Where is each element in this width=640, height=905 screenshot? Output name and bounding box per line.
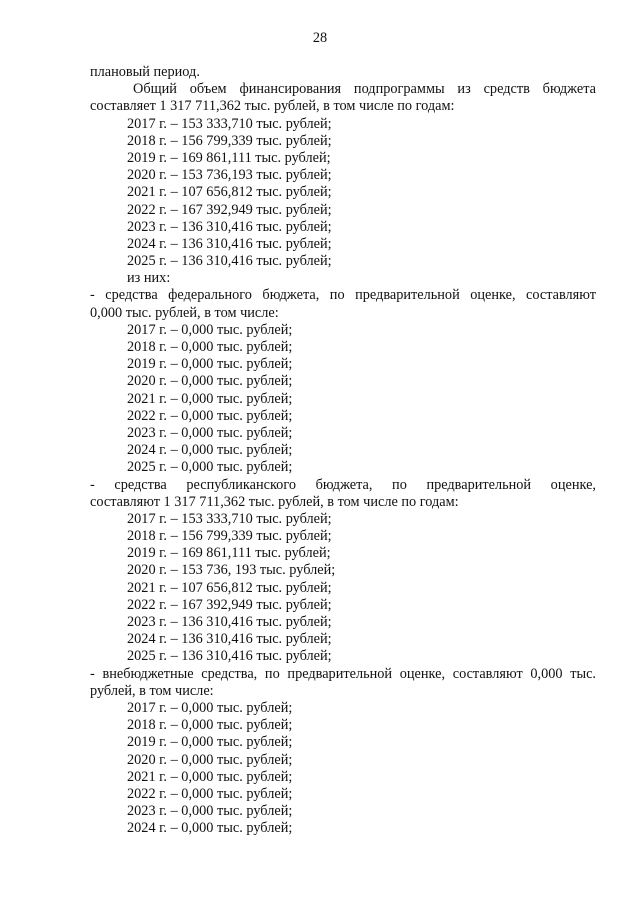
text-line: 2017 г. – 153 333,710 тыс. рублей;: [127, 510, 332, 527]
text-line: 2020 г. – 153 736, 193 тыс. рублей;: [127, 562, 336, 579]
text-line: 2018 г. – 0,000 тыс. рублей;: [127, 339, 293, 355]
text-line: 2021 г. – 0,000 тыс. рублей;: [127, 768, 293, 785]
text-line: 2020 г. – 0,000 тыс. рублей;: [127, 373, 293, 390]
text-line: 2025 г. – 0,000 тыс. рублей;: [127, 459, 293, 476]
text-line: - внебюджетные средства, по предварительной оценке, составляют 0,000 тыс.: [90, 665, 596, 682]
text-line: 2017 г. – 153 333,710 тыс. рублей;: [127, 115, 332, 132]
document-body: [90, 64, 596, 837]
text-line: 2018 г. – 156 799,339 тыс. рублей;: [127, 132, 332, 149]
text-line: - средства республиканского бюджета, по предварительной оценке,: [90, 476, 596, 493]
text-line: - средства федерального бюджета, по предварительной оценке, составляют: [90, 287, 596, 304]
text-line: 2025 г. – 136 310,416 тыс. рублей;: [127, 648, 332, 665]
text-line: 2023 г. – 136 310,416 тыс. рублей;: [127, 218, 332, 235]
text-line: плановый период.: [90, 64, 200, 80]
text-line: 2017 г. – 0,000 тыс. рублей;: [127, 321, 293, 338]
text-line: 2020 г. – 0,000 тыс. рублей;: [127, 751, 293, 768]
text-line: 2024 г. – 136 310,416 тыс. рублей;: [127, 631, 332, 648]
text-line: рублей, в том числе:: [90, 682, 214, 699]
text-line: 2022 г. – 0,000 тыс. рублей;: [127, 407, 293, 424]
text-line: 2019 г. – 169 861,111 тыс. рублей;: [127, 545, 331, 562]
text-line: 2025 г. – 136 310,416 тыс. рублей;: [127, 253, 332, 270]
text-line: 2021 г. – 107 656,812 тыс. рублей;: [127, 579, 332, 596]
text-line: 2022 г. – 167 392,949 тыс. рублей;: [127, 596, 332, 613]
text-line: 2020 г. – 153 736,193 тыс. рублей;: [127, 167, 332, 184]
text-line: 2024 г. – 136 310,416 тыс. рублей;: [127, 235, 332, 252]
text-line: 2023 г. – 136 310,416 тыс. рублей;: [127, 614, 332, 630]
text-line: 2019 г. – 169 861,111 тыс. рублей;: [127, 149, 331, 166]
text-line: 2018 г. – 0,000 тыс. рублей;: [127, 717, 293, 734]
text-line: 2021 г. – 0,000 тыс. рублей;: [127, 390, 293, 407]
text-line: 2019 г. – 0,000 тыс. рублей;: [127, 734, 293, 751]
page-number: 28: [312, 30, 328, 46]
text-line: 0,000 тыс. рублей, в том числе:: [90, 304, 279, 321]
text-line: 2023 г. – 0,000 тыс. рублей;: [127, 803, 293, 820]
text-line: 2021 г. – 107 656,812 тыс. рублей;: [127, 184, 332, 201]
text-line: 2019 г. – 0,000 тыс. рублей;: [127, 356, 293, 373]
text-line: 2018 г. – 156 799,339 тыс. рублей;: [127, 528, 332, 545]
text-line: Общий объем финансирования подпрограммы из средств бюджета: [133, 81, 596, 98]
text-line: 2024 г. – 0,000 тыс. рублей;: [127, 820, 293, 837]
text-line: из них:: [127, 270, 171, 287]
text-line: 2022 г. – 167 392,949 тыс. рублей;: [127, 201, 332, 218]
text-line: 2022 г. – 0,000 тыс. рублей;: [127, 785, 293, 802]
text-line: 2017 г. – 0,000 тыс. рублей;: [127, 699, 293, 716]
text-line: 2024 г. – 0,000 тыс. рублей;: [127, 442, 293, 459]
text-line: составляет 1 317 711,362 тыс. рублей, в том числе по годам:: [90, 98, 455, 115]
text-line: составляют 1 317 711,362 тыс. рублей, в том числе по годам:: [90, 493, 459, 510]
text-line: 2023 г. – 0,000 тыс. рублей;: [127, 424, 293, 441]
